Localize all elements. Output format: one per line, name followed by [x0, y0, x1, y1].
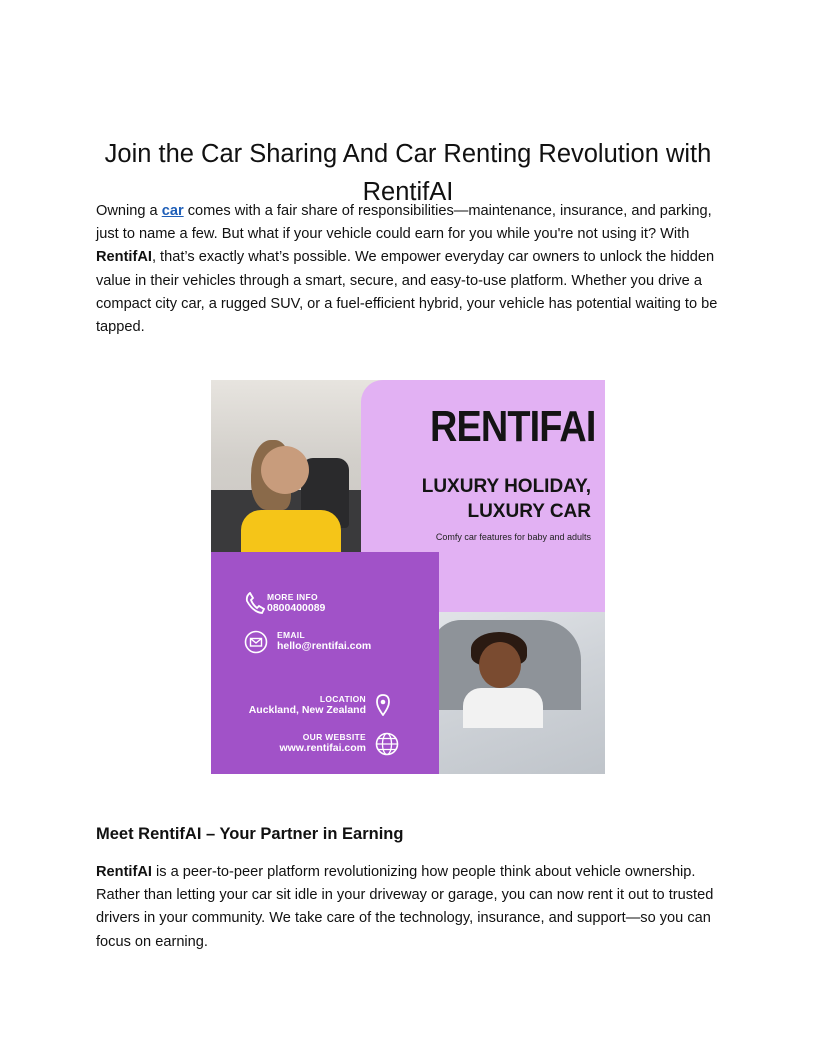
email-label: EMAIL [277, 630, 305, 640]
flyer-subtagline: Comfy car features for baby and adults [435, 532, 591, 542]
intro-text-2: comes with a fair share of responsibilities—maintenance, insurance, and parking, just to name a few. But what if your vehicle could earn for you while you're not using it? With [96, 203, 712, 243]
phone-label: MORE INFO [267, 592, 318, 602]
location-pin-icon [375, 694, 391, 716]
email-icon [244, 630, 268, 654]
car-link[interactable]: car [161, 203, 184, 219]
rentifai-flyer-image [211, 380, 605, 774]
flyer-brand-logo: RENTIFAI [430, 402, 596, 451]
document-title: Join the Car Sharing And Car Renting Revolution with RentifAI [104, 140, 712, 207]
flyer-tagline-2: LUXURY CAR [467, 501, 591, 522]
section-brand-bold: RentifAI [96, 864, 152, 880]
intro-text-1: Owning a [96, 203, 162, 219]
woman-face-2 [479, 642, 521, 688]
intro-paragraph [96, 200, 720, 339]
globe-icon [375, 732, 399, 756]
section-text-1: is a peer-to-peer platform revolutionizing how people think about vehicle ownership. Rather than letting your car sit idle in your driveway or garage, you can now rent it out to trusted drivers in your community. We take care of the technology, insurance, and support—so you can focus on earning. [96, 864, 714, 950]
phone-info [267, 592, 325, 614]
email-value: hello@rentifai.com [277, 640, 372, 652]
contact-panel [211, 552, 439, 774]
email-info [277, 630, 371, 652]
website-label: OUR WEBSITE [302, 732, 366, 742]
white-shirt [463, 688, 543, 728]
phone-icon [245, 592, 265, 614]
brand-bold: RentifAI [96, 249, 152, 266]
website-info [279, 732, 366, 754]
location-label: LOCATION [319, 694, 366, 704]
location-info [249, 694, 366, 716]
woman-face [261, 446, 309, 494]
phone-value: 0800400089 [267, 602, 326, 614]
website-value: www.rentifai.com [279, 742, 366, 754]
section-paragraph [96, 861, 720, 954]
intro-text-3: , that’s exactly what’s possible. We empower everyday car owners to unlock the hidden value in their vehicles through a smart, secure, and easy-to-use platform. Whether you drive a compact city car, a rugged SUV, or a fuel-efficient hybrid, your vehicle has potential waiting to be tapped. [96, 249, 718, 336]
section-heading: Meet RentifAI – Your Partner in Earning [96, 825, 404, 843]
location-value: Auckland, New Zealand [248, 704, 366, 716]
flyer-tagline-1: LUXURY HOLIDAY, [421, 476, 591, 497]
